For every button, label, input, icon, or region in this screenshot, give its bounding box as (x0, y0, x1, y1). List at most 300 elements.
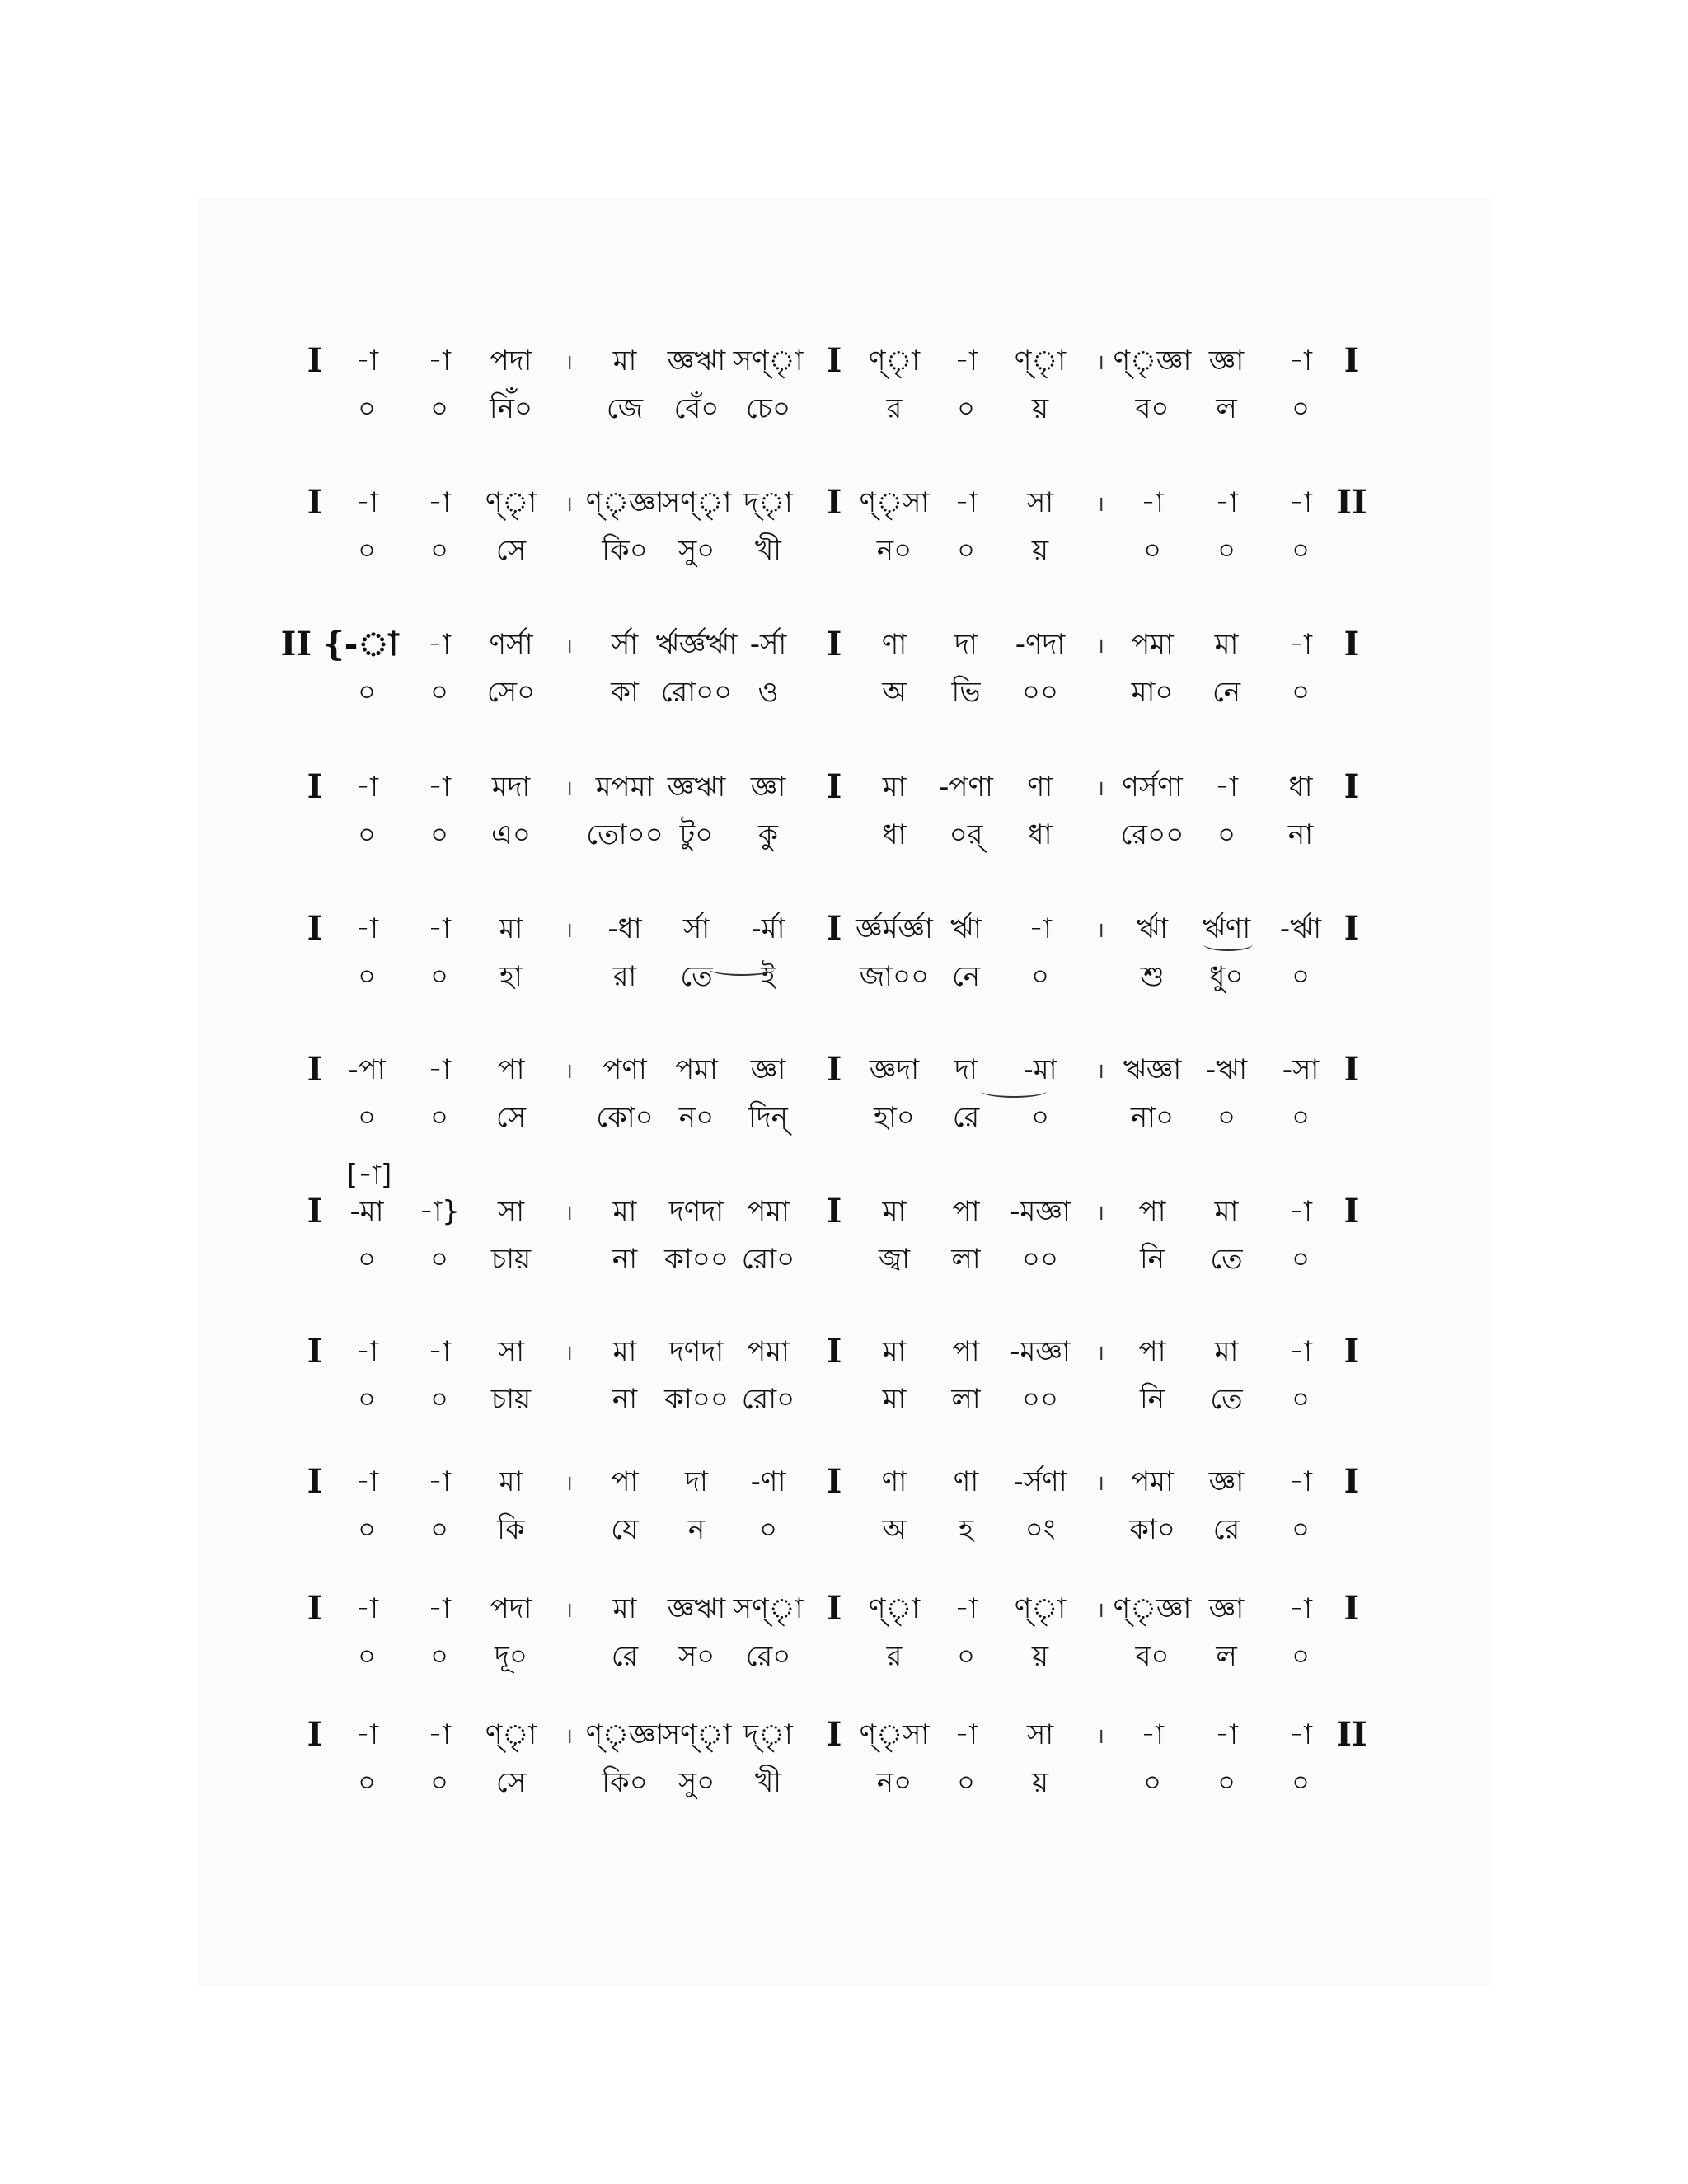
lyric-syllable: রে (952, 1101, 980, 1134)
swara-note: -া (428, 771, 451, 804)
measure-barline: I (826, 1462, 842, 1501)
swara-note: -ণদা (1015, 628, 1066, 661)
swara-note: -া (428, 1335, 451, 1368)
lyric-syllable: ০ং (1025, 1513, 1056, 1546)
lyric-syllable: ০ (357, 818, 377, 851)
swara-note: মপমা (595, 771, 654, 804)
lyric-syllable: ০ (956, 1640, 976, 1673)
swara-note: ণা (1027, 771, 1053, 804)
swara-note: -া (355, 1718, 378, 1751)
beat-divider: । (1096, 492, 1104, 517)
swara-note: -া (954, 486, 978, 519)
swara-note: -ণা (750, 1465, 786, 1498)
lyric-syllable: রা (612, 960, 637, 993)
swara-note: ণর্সণা (1122, 771, 1183, 804)
lyric-syllable: ০ (357, 1513, 377, 1546)
slur-mark (981, 1085, 1047, 1098)
lyric-syllable: ০ (1030, 960, 1050, 993)
swara-note: দণদা (668, 1195, 724, 1228)
lyric-syllable: দূ০ (495, 1640, 528, 1673)
beat-divider: । (565, 918, 573, 943)
lyric-syllable: কা০০ (664, 1243, 729, 1276)
swara-note: ণা (881, 628, 907, 661)
swara-note: ণ্ৃা (1014, 344, 1067, 377)
lyric-syllable: ভি (951, 676, 981, 709)
lyric-syllable: য় (1031, 1766, 1049, 1799)
swara-note: র্ঋণা (1202, 912, 1251, 945)
swara-note: সণ্ৃা (733, 1592, 804, 1625)
lyric-syllable: কু (758, 818, 778, 851)
swara-note: সণ্ৃা (661, 1718, 732, 1751)
lyric-syllable: ন (687, 1513, 706, 1546)
lyric-syllable: ০০ (1021, 1383, 1059, 1416)
lyric-syllable: না০ (1130, 1101, 1175, 1134)
lyric-syllable: ধা (882, 818, 907, 851)
swara-note: মা (499, 1465, 523, 1498)
swara-note: জ্ঞঋা (667, 344, 726, 377)
notation-row (0, 1050, 1688, 1160)
lyric-syllable: কি (497, 1513, 525, 1546)
swara-note: ণ্ৃা (485, 486, 537, 519)
swara-note: -া (355, 486, 378, 519)
swara-note: ণ্ৃা (868, 344, 921, 377)
lyric-syllable: নি (1139, 1243, 1165, 1276)
swara-note: -া (1029, 912, 1052, 945)
measure-barline: I (826, 483, 842, 522)
closing-barline: I (1343, 341, 1360, 380)
swara-note: -া (954, 1718, 978, 1751)
lyric-syllable: কি০ (602, 1766, 648, 1799)
lyric-syllable: যে (611, 1513, 639, 1546)
closing-barline: I (1343, 625, 1360, 663)
swara-note: দা (954, 628, 978, 661)
swara-note: র্সা (611, 628, 639, 661)
swara-note: সা (1026, 1718, 1054, 1751)
swara-note: জ্ঞঋা (667, 1592, 726, 1625)
lyric-syllable: খী (754, 1766, 782, 1799)
lyric-syllable: ০ (429, 1640, 449, 1673)
lyric-syllable: ০ (357, 392, 377, 425)
lyric-syllable: তো০০ (586, 818, 663, 851)
swara-note: পা (1138, 1195, 1166, 1228)
swara-note: পমা (675, 1053, 718, 1086)
swara-note: ণা (953, 1465, 979, 1498)
lyric-syllable: ০ (1291, 1383, 1311, 1416)
swara-note: -া (355, 1335, 378, 1368)
lyric-syllable: ল (1216, 1640, 1237, 1673)
lyric-syllable: ০র্ (949, 818, 983, 851)
beat-divider: । (565, 1598, 573, 1623)
swara-note: -া (1289, 1335, 1312, 1368)
swara-note: পণা (603, 1053, 647, 1086)
closing-barline: II (1336, 1715, 1367, 1754)
swara-note: -মা (1023, 1053, 1057, 1086)
swara-note: পা (952, 1335, 980, 1368)
swara-note: সা (497, 1195, 525, 1228)
lyric-syllable: টু০ (679, 818, 714, 851)
lyric-syllable: ০ (357, 1766, 377, 1799)
lyric-syllable: ০ (1291, 676, 1311, 709)
swara-note: জ্ঞা (1208, 1465, 1245, 1498)
alternate-note: [-া] (346, 1159, 392, 1192)
swara-note: পমা (747, 1195, 790, 1228)
opening-barline: I (307, 1050, 323, 1089)
swara-note: -া (355, 1465, 378, 1498)
lyric-syllable: ০ (357, 960, 377, 993)
lyric-syllable: মা (882, 1383, 907, 1416)
swara-note: মদা (491, 771, 531, 804)
beat-divider: । (565, 634, 573, 658)
lyric-syllable: ০ (429, 534, 449, 567)
lyric-syllable: য় (1031, 1640, 1049, 1673)
swara-note: -া (1289, 628, 1312, 661)
swara-note: -া (1289, 1592, 1312, 1625)
swara-note: -ঋা (1205, 1053, 1248, 1086)
measure-barline: I (826, 1050, 842, 1089)
swara-note: -া (355, 912, 378, 945)
notation-row (0, 1589, 1688, 1699)
lyric-syllable: ০ (956, 534, 976, 567)
lyric-syllable: ০ (1291, 534, 1311, 567)
swara-note: -া (428, 1718, 451, 1751)
lyric-syllable: ০ (357, 534, 377, 567)
lyric-syllable: ০ (357, 1243, 377, 1276)
notation-row (0, 1332, 1688, 1442)
swara-note: -পণা (939, 771, 993, 804)
swara-note: মা (499, 912, 523, 945)
notation-row (0, 341, 1688, 452)
swara-note: ধা (1288, 771, 1313, 804)
lyric-syllable: রে (611, 1640, 639, 1673)
swara-note: -া} (419, 1195, 460, 1228)
swara-note: -র্মা (751, 912, 785, 945)
lyric-syllable: ন০ (876, 534, 912, 567)
swara-note: -মজ্ঞা (1010, 1335, 1071, 1368)
lyric-syllable: ০ (1142, 1766, 1162, 1799)
measure-barline: I (826, 909, 842, 948)
swara-note: ণ্ৃসা (859, 486, 930, 519)
beat-divider: । (1096, 1201, 1104, 1226)
swara-note: মা (882, 771, 907, 804)
beat-divider: । (565, 776, 573, 801)
lyric-syllable: সে (495, 1101, 527, 1134)
notation-row (0, 1192, 1688, 1302)
lyric-syllable: চে০ (745, 392, 791, 425)
swara-note: ণ্ৃা (1014, 1592, 1067, 1625)
measure-barline: I (826, 625, 842, 663)
lyric-syllable: বেঁ০ (673, 392, 720, 425)
swara-note: ণা (881, 1465, 907, 1498)
lyric-syllable: য় (1031, 392, 1049, 425)
opening-barline: I (307, 909, 323, 948)
measure-barline: I (826, 1332, 842, 1371)
swara-note: -া (1215, 486, 1238, 519)
swara-note: -া (355, 1592, 378, 1625)
swara-note: জ্ঞা (1208, 1592, 1245, 1625)
swara-note: ণ্ৃজ্ঞা (1113, 1592, 1192, 1625)
lyric-syllable: ০ (1291, 392, 1311, 425)
swara-note: -া (1215, 1718, 1238, 1751)
lyric-syllable: য় (1031, 534, 1049, 567)
lyric-syllable: জা০০ (859, 960, 930, 993)
lyric-syllable: ব০ (1135, 1640, 1170, 1673)
swara-note: মা (612, 344, 637, 377)
swara-note: ঋজ্ঞা (1123, 1053, 1182, 1086)
beat-divider: । (1096, 1598, 1104, 1623)
opening-barline: I (307, 1192, 323, 1230)
swara-note: জ্ঞদা (869, 1053, 920, 1086)
swara-note: মা (882, 1195, 907, 1228)
swara-note: দা (954, 1053, 978, 1086)
lyric-syllable: ন০ (876, 1766, 912, 1799)
measure-barline: I (826, 767, 842, 806)
swara-note: ণ্ৃজ্ঞা (585, 1718, 664, 1751)
swara-note: -ধা (607, 912, 642, 945)
opening-barline: I (307, 767, 323, 806)
swara-note: -া (1289, 344, 1312, 377)
closing-barline: I (1343, 1050, 1360, 1089)
lyric-syllable: র (886, 1640, 903, 1673)
swara-note: র্ঋা (1137, 912, 1168, 945)
swara-note: জ্ঞা (750, 1053, 786, 1086)
swara-note: মা (1214, 1335, 1239, 1368)
measure-barline: I (826, 341, 842, 380)
lyric-syllable: ও (757, 676, 779, 709)
opening-barline: I (307, 483, 323, 522)
swara-note: দা (685, 1465, 708, 1498)
swara-note: -র্ঋা (1279, 912, 1322, 945)
swara-note: -র্সণা (1013, 1465, 1067, 1498)
lyric-syllable: ব০ (1135, 392, 1170, 425)
swara-note: পা (497, 1053, 525, 1086)
beat-divider: । (565, 1724, 573, 1749)
lyric-syllable: ০ (429, 960, 449, 993)
notation-row (0, 767, 1688, 878)
swara-note: -া (428, 1592, 451, 1625)
swara-note: -া (1289, 1195, 1312, 1228)
opening-barline: II {-া (280, 625, 399, 663)
lyric-syllable: ০ (429, 1513, 449, 1546)
beat-divider: । (565, 492, 573, 517)
lyric-syllable: তে (1210, 1383, 1243, 1416)
lyric-syllable: ০ (429, 392, 449, 425)
swara-note: দণদা (668, 1335, 724, 1368)
lyric-syllable: ০০ (1021, 676, 1059, 709)
notation-row (0, 625, 1688, 735)
swara-note: -া (428, 486, 451, 519)
lyric-syllable: ০ (1291, 1101, 1311, 1134)
beat-divider: । (565, 1059, 573, 1084)
beat-divider: । (1096, 350, 1104, 375)
beat-divider: । (1096, 1341, 1104, 1366)
lyric-syllable: ০ (1217, 1101, 1236, 1134)
lyric-syllable: সে০ (486, 676, 536, 709)
swara-note: র্সা (682, 912, 710, 945)
lyric-syllable: ০ (357, 1640, 377, 1673)
swara-note: মা (882, 1335, 907, 1368)
swara-note: জ্ঞা (1208, 344, 1245, 377)
lyric-syllable: না (1287, 818, 1314, 851)
lyric-syllable: ০ (429, 1383, 449, 1416)
lyric-syllable: ০ (1291, 1513, 1311, 1546)
lyric-syllable: ০০ (1021, 1243, 1059, 1276)
swara-note: সণ্ৃা (733, 344, 804, 377)
beat-divider: । (565, 350, 573, 375)
swara-note: পমা (747, 1335, 790, 1368)
beat-divider: । (1096, 1059, 1104, 1084)
lyric-syllable: ০ (357, 676, 377, 709)
lyric-syllable: দিন্ (748, 1101, 788, 1134)
lyric-syllable: সে (495, 534, 527, 567)
slur-mark (709, 963, 775, 976)
swara-note: ণ্ৃসা (859, 1718, 930, 1751)
lyric-syllable: ০ (1030, 1101, 1050, 1134)
beat-divider: । (1096, 634, 1104, 658)
lyric-syllable: ০ (429, 1243, 449, 1276)
lyric-syllable: অ (882, 1513, 907, 1546)
lyric-syllable: ০ (429, 1766, 449, 1799)
swara-note: পদা (490, 1592, 532, 1625)
lyric-syllable: নে (1212, 676, 1241, 709)
beat-divider: । (565, 1201, 573, 1226)
swara-note: মা (612, 1335, 637, 1368)
swara-note: পা (952, 1195, 980, 1228)
lyric-syllable: চায় (490, 1383, 532, 1416)
lyric-syllable: রে০০ (1120, 818, 1184, 851)
slur-mark (1203, 938, 1253, 951)
swara-note: র্ঋা (950, 912, 982, 945)
lyric-syllable: ন০ (678, 1101, 715, 1134)
swara-note: ণ্ৃজ্ঞা (1113, 344, 1192, 377)
closing-barline: I (1343, 1462, 1360, 1501)
lyric-syllable: ০ (1291, 1766, 1311, 1799)
swara-note: -া (1141, 1718, 1164, 1751)
beat-divider: । (1096, 776, 1104, 801)
closing-barline: I (1343, 767, 1360, 806)
swara-note: -পা (348, 1053, 386, 1086)
opening-barline: I (307, 1715, 323, 1754)
lyric-syllable: ০ (956, 1766, 976, 1799)
swara-note: -া (428, 1053, 451, 1086)
closing-barline: I (1343, 1192, 1360, 1230)
lyric-syllable: রো০ (741, 1243, 795, 1276)
lyric-syllable: ০ (1217, 534, 1236, 567)
swara-note: সণ্ৃা (661, 486, 732, 519)
swara-note: র্জ্ঞর্মর্জ্ঞা (856, 912, 933, 945)
opening-barline: I (307, 1589, 323, 1628)
lyric-syllable: রে (1212, 1513, 1240, 1546)
lyric-syllable: রে০ (745, 1640, 791, 1673)
lyric-syllable: চায় (490, 1243, 532, 1276)
lyric-syllable: কা (611, 676, 639, 709)
measure-barline: I (826, 1715, 842, 1754)
swara-note: পমা (1131, 628, 1174, 661)
swara-note: ণ্ৃজ্ঞা (585, 486, 664, 519)
swara-note: -া (428, 628, 451, 661)
swara-note: -া (428, 1465, 451, 1498)
opening-barline: I (307, 341, 323, 380)
swara-note: -া (355, 771, 378, 804)
swara-note: -সা (1282, 1053, 1320, 1086)
lyric-syllable: ল (1216, 392, 1237, 425)
lyric-syllable: সু০ (678, 534, 715, 567)
lyric-syllable: ০ (1217, 1766, 1236, 1799)
notation-row (0, 1462, 1688, 1572)
lyric-syllable: ০ (429, 818, 449, 851)
lyric-syllable: রো০ (741, 1383, 795, 1416)
swara-note: দ্ৃা (743, 486, 793, 519)
notation-row (0, 909, 1688, 1019)
swara-note: -া (355, 344, 378, 377)
swara-note: ণ্ৃা (485, 1718, 537, 1751)
lyric-syllable: হ (959, 1513, 973, 1546)
swara-note: -া (1141, 486, 1164, 519)
lyric-syllable: স০ (678, 1640, 715, 1673)
lyric-syllable: জ্বা (878, 1243, 911, 1276)
lyric-syllable: নি (1139, 1383, 1165, 1416)
swara-note: জ্ঞঋা (667, 771, 726, 804)
lyric-syllable: হা০ (874, 1101, 915, 1134)
swara-note: মা (1214, 628, 1239, 661)
swara-note: -া (1289, 486, 1312, 519)
lyric-syllable: ০ (1291, 1640, 1311, 1673)
beat-divider: । (565, 1341, 573, 1366)
notation-row (0, 483, 1688, 593)
beat-divider: । (1096, 1471, 1104, 1496)
closing-barline: I (1343, 1332, 1360, 1371)
swara-note: -া (1289, 1465, 1312, 1498)
closing-barline: I (1343, 1589, 1360, 1628)
swara-note: -র্সা (749, 628, 787, 661)
opening-barline: I (307, 1462, 323, 1501)
beat-divider: । (1096, 1724, 1104, 1749)
swara-note: -মজ্ঞা (1010, 1195, 1071, 1228)
lyric-syllable: নিঁ০ (489, 392, 533, 425)
swara-note: -া (428, 344, 451, 377)
beat-divider: । (565, 1471, 573, 1496)
swara-note: পদা (490, 344, 532, 377)
swara-note: মা (612, 1592, 637, 1625)
lyric-syllable: জে (606, 392, 644, 425)
lyric-syllable: মা০ (1131, 676, 1174, 709)
lyric-syllable: নে (951, 960, 981, 993)
lyric-syllable: কি০ (602, 534, 648, 567)
lyric-syllable: ০ (956, 392, 976, 425)
lyric-syllable: শু (1140, 960, 1165, 993)
lyric-syllable: ধু০ (1209, 960, 1244, 993)
swara-note: -া (1215, 771, 1238, 804)
lyric-syllable: তে (680, 960, 713, 993)
swara-note: -া (1289, 1718, 1312, 1751)
lyric-syllable: কা০ (1129, 1513, 1175, 1546)
swara-note: ণ্ৃা (868, 1592, 921, 1625)
lyric-syllable: ০ (1217, 818, 1236, 851)
swara-note: সা (497, 1335, 525, 1368)
lyric-syllable: ০ (429, 676, 449, 709)
closing-barline: II (1336, 483, 1367, 522)
lyric-syllable: না (612, 1243, 638, 1276)
lyric-syllable: না (612, 1383, 638, 1416)
lyric-syllable: খী (754, 534, 782, 567)
lyric-syllable: ০ (357, 1101, 377, 1134)
swara-note: জ্ঞা (750, 771, 786, 804)
lyric-syllable: ই (761, 960, 776, 993)
beat-divider: । (1096, 918, 1104, 943)
lyric-syllable: ধা (1028, 818, 1053, 851)
swara-note: র্ঋর্জ্ঞর্ঋা (655, 628, 738, 661)
lyric-syllable: হা (499, 960, 523, 993)
lyric-syllable: তে (1210, 1243, 1243, 1276)
